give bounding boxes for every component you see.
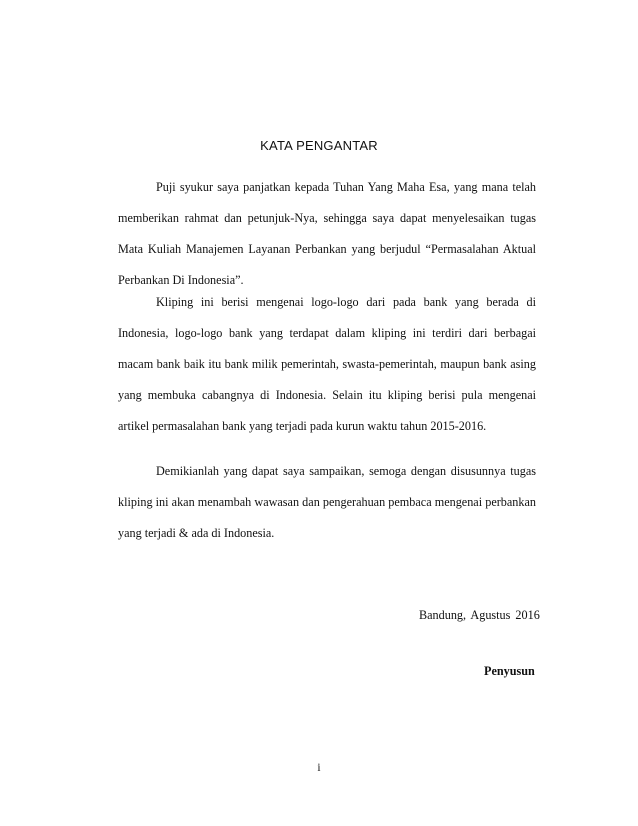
paragraph-1: Puji syukur saya panjatkan kepada Tuhan Yang Maha Esa, yang mana telah memberikan rahmat dan petunjuk-Nya, sehingga saya dapat menyelesaikan tugas Mata Kuliah Manajemen Layanan Perbankan yang berjudul “Permasalahan Aktual Perbankan Di Indonesia”.	[118, 180, 536, 287]
place-date: Bandung, Agustus 2016	[419, 608, 540, 622]
page-title: KATA PENGANTAR	[260, 138, 378, 153]
paragraph-2: Kliping ini berisi mengenai logo-logo dari pada bank yang berada di Indonesia, logo-logo bank yang terdapat dalam kliping ini terdiri dari berbagai macam bank baik itu bank milik pemerintah, swasta-pemerintah, maupun bank asing yang membuka cabangnya di Indonesia. Selain itu kliping berisi pula mengenai artikel permasalahan bank yang terjadi pada kurun waktu tahun 2015-2016.	[118, 295, 536, 433]
paragraph-3: Demikianlah yang dapat saya sampaikan, semoga dengan disusunnya tugas kliping ini akan menambah wawasan dan pengerahuan pembaca mengenai perbankan yang terjadi & ada di Indonesia.	[118, 464, 536, 540]
signer-name: Penyusun	[484, 664, 535, 678]
page-number: i	[317, 762, 321, 774]
